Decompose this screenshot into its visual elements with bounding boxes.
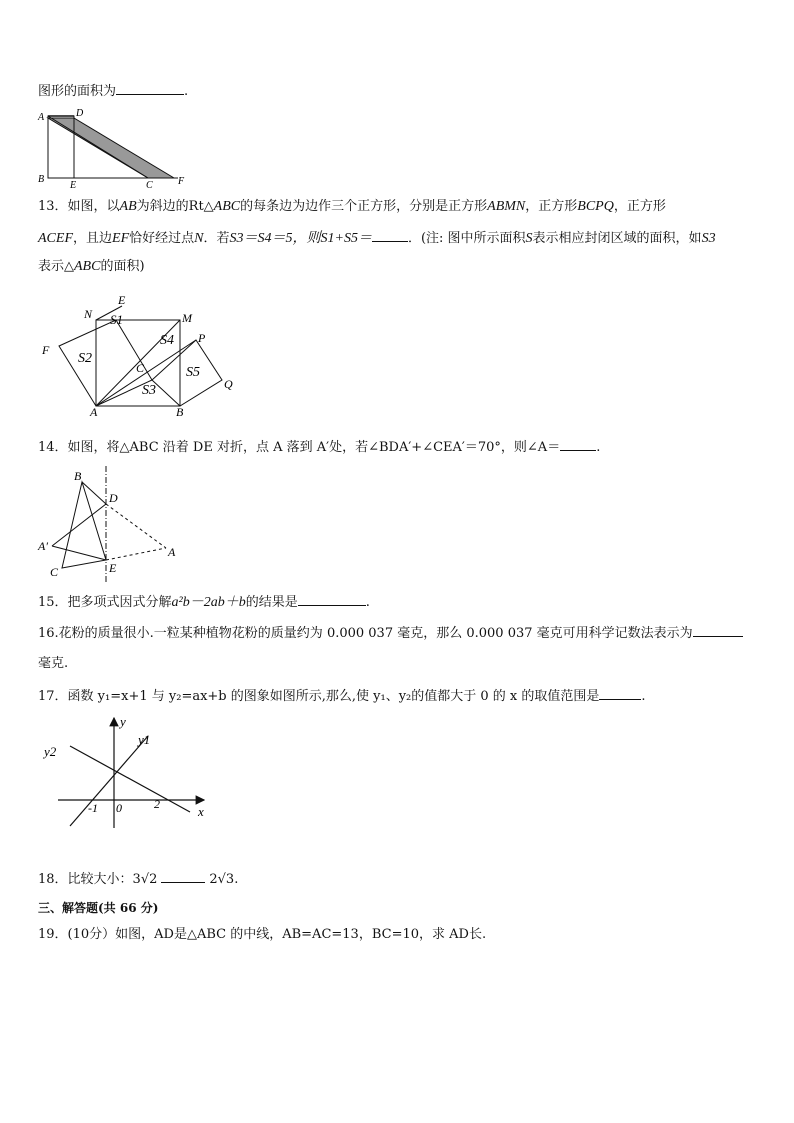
q12-answer-blank[interactable] xyxy=(116,82,184,95)
q13-text-2c: ．若 xyxy=(203,231,230,246)
q13-label-q: Q xyxy=(224,377,233,391)
q17-end: . xyxy=(641,689,646,704)
q14-label-a1: A′ xyxy=(38,539,48,553)
q19-line xyxy=(38,926,486,944)
q17-label-2: 2 xyxy=(154,797,160,811)
q14-line xyxy=(38,438,600,457)
q17-text: 17．函数 y₁=x+1 与 y₂=ax+b 的图象如图所示,那么,使 y₁、y₂的值都大于 0 的 x 的取值范围是 xyxy=(38,689,600,704)
q13-label-e: E xyxy=(118,293,126,307)
q12-label-f: F xyxy=(178,176,185,187)
q17-graph xyxy=(40,714,220,834)
q12-figure xyxy=(36,108,196,191)
q13-text-1d: ，正方形 xyxy=(525,199,578,214)
q13-bcpq: BCPQ xyxy=(577,199,614,214)
q13-n: N xyxy=(194,231,204,246)
q17-label-origin: 0 xyxy=(116,801,122,815)
q13-abmn: ABMN xyxy=(487,199,526,214)
q13-label-s5: S5 xyxy=(186,365,200,380)
q12-shaded-region xyxy=(48,118,174,178)
q13-label-s1: S1 xyxy=(110,312,123,327)
q14-label-a: A xyxy=(168,545,176,559)
q13-s: S xyxy=(525,231,533,246)
q13-acef: ACEF xyxy=(38,231,73,246)
q15-answer-blank[interactable] xyxy=(298,593,366,606)
q12-label-c: C xyxy=(146,180,153,191)
q13-ab: AB xyxy=(119,199,137,214)
q16-line-2 xyxy=(38,655,68,673)
q13-text-1b: 为斜边的Rt△ xyxy=(136,199,214,214)
q13-abc-2: ABC xyxy=(74,259,101,274)
q13-label-s2: S2 xyxy=(78,351,92,366)
q13-text-3b: 的面积) xyxy=(100,259,145,274)
q17-label-y2: y2 xyxy=(44,744,57,759)
q14-triangle-abc xyxy=(62,482,106,568)
q17-label-neg1: -1 xyxy=(88,801,98,815)
q17-line xyxy=(38,687,646,706)
q14-answer-blank[interactable] xyxy=(560,438,596,451)
q16-text-2: 毫克. xyxy=(38,656,69,671)
q15-tail: 的结果是 xyxy=(245,595,298,610)
q13-label-a: A xyxy=(90,405,98,419)
q13-line-2 xyxy=(38,229,716,248)
q12-label-d: D xyxy=(76,108,84,119)
q13-label-n: N xyxy=(84,307,93,321)
q12-line-af xyxy=(48,116,148,178)
q13-label-f: F xyxy=(42,343,50,357)
q18-left-value: 3√2 xyxy=(132,872,158,887)
q13-condition: S3＝S4＝5，则S1+S5＝ xyxy=(229,231,372,246)
q16-answer-blank[interactable] xyxy=(693,624,743,637)
q13-label-m: M xyxy=(182,311,192,325)
q13-label-b: B xyxy=(176,405,184,419)
q13-label-c: C xyxy=(136,361,145,375)
q12-label-e: E xyxy=(70,180,77,191)
q16-line-1 xyxy=(38,624,743,643)
q15-expression: a²b－2ab＋b xyxy=(171,595,246,610)
q17-label-x: x xyxy=(198,804,204,819)
q14-line-a1-e xyxy=(52,546,106,560)
q18-end: . xyxy=(234,872,239,887)
q13-s3: S3 xyxy=(701,231,716,246)
q13-label-s3: S3 xyxy=(142,383,156,398)
q14-label-e: E xyxy=(109,561,117,575)
q16-text: 16.花粉的质量很小.一粒某种植物花粉的质量约为 0.000 037 毫克，那么 0.000 037 毫克可用科学记数法表示为 xyxy=(38,626,693,641)
q14-dashed-ea xyxy=(106,548,166,560)
q18-text: 18．比较大小： xyxy=(38,872,133,887)
q17-label-y: y xyxy=(120,714,126,729)
q18-right-value: 2√3 xyxy=(209,872,235,887)
q18-line xyxy=(38,870,238,889)
q12-end: . xyxy=(184,84,189,99)
q19-text: 19．(10分）如图，AD是△ABC 的中线，AB=AC=13，BC=10，求 AD长. xyxy=(38,927,487,942)
q18-answer-blank[interactable] xyxy=(161,870,205,883)
q15-end: . xyxy=(365,595,370,610)
q13-line-3 xyxy=(38,258,145,276)
q15-text: 15．把多项式因式分解 xyxy=(38,595,172,610)
q14-line-d-a1 xyxy=(52,504,106,546)
q14-dashed-da xyxy=(106,504,166,548)
q13-text-1a: 13．如图，以 xyxy=(38,199,120,214)
q12-text: 图形的面积为 xyxy=(38,84,117,99)
q14-label-c: C xyxy=(50,565,59,579)
q12-line xyxy=(38,82,188,101)
q13-abc: ABC xyxy=(213,199,241,214)
q13-text-2b: 恰好经过点 xyxy=(129,231,195,246)
q14-label-d: D xyxy=(109,491,118,505)
q17-line-y1 xyxy=(70,736,148,826)
q14-text: 14．如图，将△ABC 沿着 DE 对折，点 A 落到 A′处，若∠BDA′+∠CEA′＝70°，则∠A＝ xyxy=(38,440,561,455)
q13-text-2d: ．(注: 图中所示面积 xyxy=(407,231,526,246)
q14-label-b: B xyxy=(74,469,82,483)
q12-label-a: A xyxy=(38,112,45,123)
section-heading: 三、解答题(共 66 分) xyxy=(38,901,159,915)
q13-text-1e: ，正方形 xyxy=(613,199,666,214)
q13-label-p: P xyxy=(198,331,206,345)
q14-end: . xyxy=(596,440,601,455)
q17-answer-blank[interactable] xyxy=(599,687,641,700)
q13-line-1 xyxy=(38,198,666,216)
q13-label-s4: S4 xyxy=(160,333,174,348)
q13-figure xyxy=(36,290,246,420)
q14-figure xyxy=(36,466,186,586)
q13-text-2e: 表示相应封闭区域的面积，如 xyxy=(532,231,702,246)
q13-text-3a: 表示△ xyxy=(38,259,74,274)
q13-text-2a: ，且边 xyxy=(73,231,113,246)
q12-label-b: B xyxy=(38,174,45,185)
q17-label-y1: y1 xyxy=(138,732,151,747)
q13-text-1c: 的每条边为边作三个正方形，分别是正方形 xyxy=(240,199,488,214)
q13-ef: EF xyxy=(112,231,130,246)
q13-answer-blank[interactable] xyxy=(372,229,408,242)
q15-line xyxy=(38,593,370,612)
